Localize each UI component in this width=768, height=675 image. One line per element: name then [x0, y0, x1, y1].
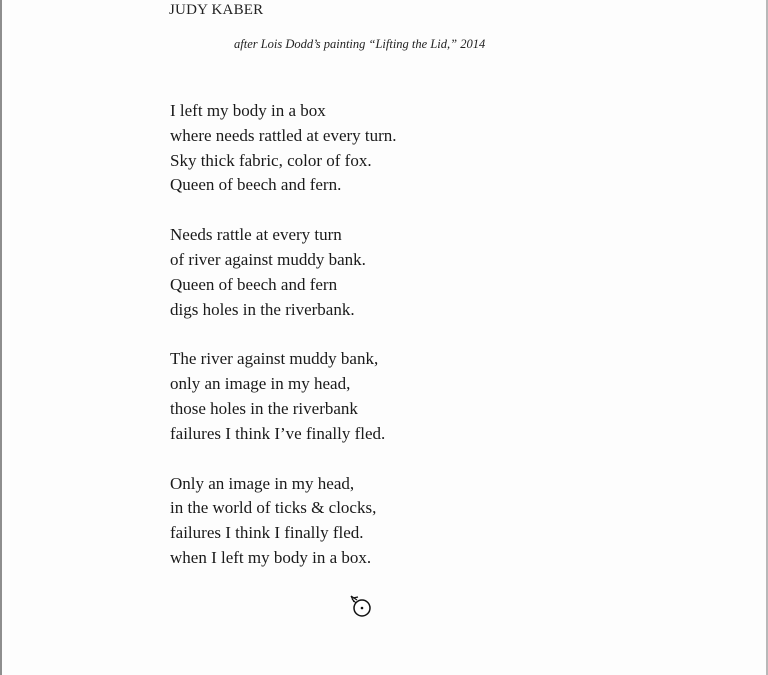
poem-line: Queen of beech and fern — [170, 274, 338, 294]
poem-line: Needs rattle at every turn — [170, 225, 342, 245]
poem-line: The river against muddy bank, — [170, 349, 379, 369]
poem-line: only an image in my head, — [170, 374, 351, 394]
stanza-3 — [170, 347, 397, 446]
poem-line: Only an image in my head, — [170, 473, 355, 493]
poem-line: Sky thick fabric, color of fox. — [170, 150, 372, 170]
author-name: JUDY KABER — [169, 2, 264, 18]
poem — [170, 99, 397, 596]
poem-line: when I left my body in a box. — [170, 547, 372, 567]
poem-line: Queen of beech and fern. — [170, 175, 342, 195]
poem-line: those holes in the riverbank — [170, 398, 358, 418]
poem-line: failures I think I finally fled. — [170, 523, 364, 543]
poem-line: where needs rattled at every turn. — [170, 125, 397, 145]
poem-line: in the world of ticks & clocks, — [170, 498, 377, 518]
poem-line: of river against muddy bank. — [170, 249, 366, 269]
poem-line: failures I think I’ve finally fled. — [170, 423, 386, 443]
stanza-2 — [170, 223, 397, 322]
busy-cursor-icon — [349, 594, 375, 620]
epigraph: after Lois Dodd’s painting “Lifting the Lid,” 2014 — [234, 37, 486, 51]
poem-line: digs holes in the riverbank. — [170, 299, 355, 319]
poem-line: I left my body in a box — [170, 101, 326, 120]
stanza-4 — [170, 472, 397, 571]
stanza-1 — [170, 99, 397, 198]
